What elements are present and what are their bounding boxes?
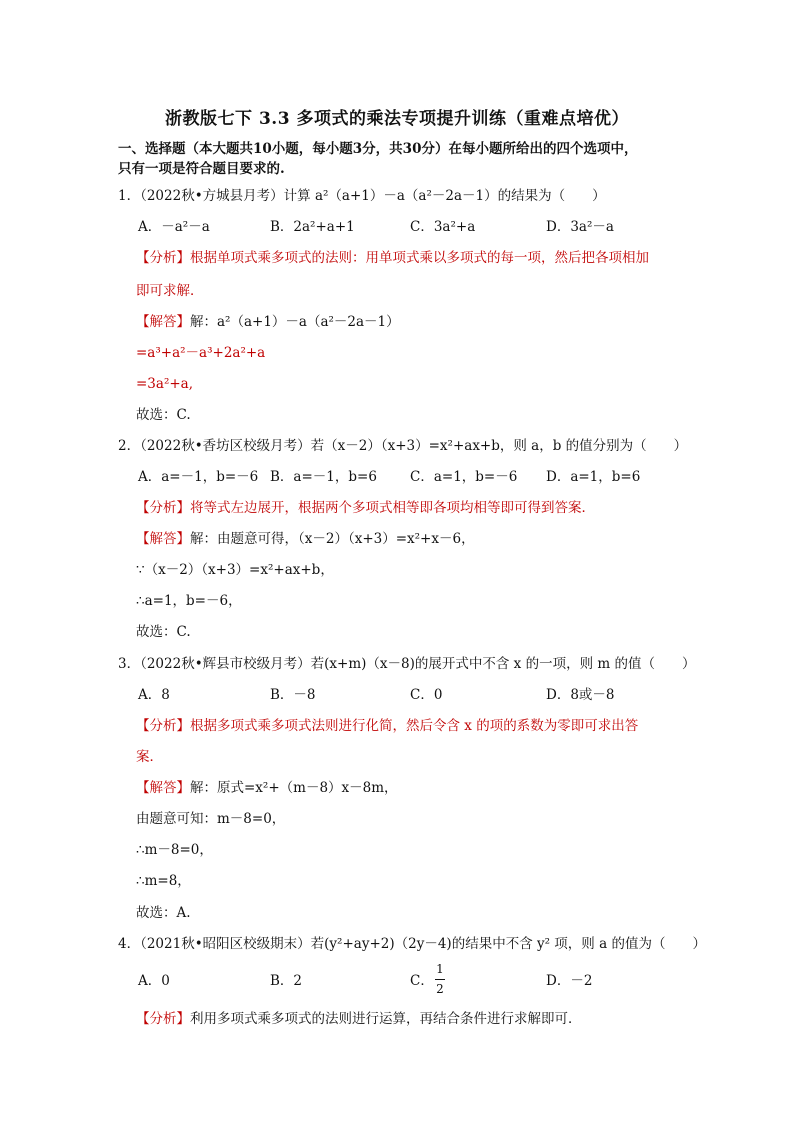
question-3-option-c: C．0 xyxy=(410,687,443,703)
question-1-solution-step-2: =a³+a²－a³+2a²+a xyxy=(136,345,266,361)
question-2-solution xyxy=(136,530,475,548)
question-3-analysis xyxy=(136,717,638,735)
question-4-option-b: B．2 xyxy=(270,973,303,989)
question-3-solution-step-3: ∴m－8=0， xyxy=(136,842,213,858)
question-1-analysis-cont: 即可求解． xyxy=(136,283,204,299)
question-1-answer: 故选：C. xyxy=(136,407,191,423)
question-3-answer: 故选：A. xyxy=(136,905,191,921)
question-2-answer: 故选：C. xyxy=(136,624,191,640)
question-2-option-d: D．a=1，b=6 xyxy=(546,469,641,485)
solution-tag: 【解答】 xyxy=(136,780,190,796)
question-2-solution-step-2: ∵（x－2）（x+3）=x²+ax+b， xyxy=(136,562,334,578)
analysis-tag: 【分析】 xyxy=(136,500,190,516)
question-1-option-b: B．2a²+a+1 xyxy=(270,219,355,235)
question-3-stem: 3．（2022秋•辉县市校级月考）若(x+m)（x－8)的展开式中不含 x 的一项，则 m 的值（ ） xyxy=(118,656,696,672)
fraction-denominator: 2 xyxy=(436,982,444,996)
solution-tag: 【解答】 xyxy=(136,531,190,547)
question-3-solution-step-2: 由题意可知：m－8=0， xyxy=(136,811,286,827)
question-3-option-a: A．8 xyxy=(138,687,170,703)
analysis-text: 根据单项式乘多项式的法则：用单项式乘以多项式的每一项，然后把各项相加 xyxy=(190,250,649,266)
question-1-solution xyxy=(136,313,400,331)
question-4-stem: 4．（2021秋•昭阳区校级期末）若(y²+ay+2)（2y－4)的结果中不含 y² 项，则 a 的值为（ ） xyxy=(118,936,706,952)
analysis-tag: 【分析】 xyxy=(136,250,190,266)
question-1-option-a: A．－a²－a xyxy=(138,219,210,235)
question-3-option-b: B．－8 xyxy=(270,687,316,703)
solution-text: 解：由题意可得，（x－2）（x+3）=x²+x－6， xyxy=(190,531,475,547)
question-2-option-b: B．a=－1，b=6 xyxy=(270,469,377,485)
question-3-solution xyxy=(136,779,398,797)
question-1-stem: 1．（2022秋•方城县月考）计算 a²（a+1）－a（a²－2a－1）的结果为（ ） xyxy=(118,188,606,204)
question-1-option-d: D．3a²－a xyxy=(546,219,614,235)
analysis-text: 将等式左边展开，根据两个多项式相等即各项均相等即可得到答案． xyxy=(190,500,595,516)
question-1-option-c: C．3a²+a xyxy=(410,219,476,235)
solution-text: 解：原式=x²+（m－8）x－8m， xyxy=(190,780,398,796)
section-heading-line-2: 只有一项是符合题目要求的. xyxy=(118,161,285,177)
document-title: 浙教版七下 3.3 多项式的乘法专项提升训练（重难点培优） xyxy=(165,109,629,129)
analysis-text: 根据多项式乘多项式法则进行化简，然后令含 x 的项的系数为零即可求出答 xyxy=(190,718,639,734)
question-2-solution-step-3: ∴a=1，b=－6， xyxy=(136,593,242,609)
question-2-option-c: C．a=1，b=－6 xyxy=(410,469,518,485)
analysis-text: 利用多项式乘多项式的法则进行运算，再结合条件进行求解即可． xyxy=(190,1011,582,1027)
question-2-stem: 2．（2022秋•香坊区校级月考）若（x－2）（x+3）=x²+ax+b，则 a，b 的值分别为（ ） xyxy=(118,438,688,454)
section-heading-line-1: 一、选择题（本大题共10小题，每小题3分，共30分）在每小题所给出的四个选项中， xyxy=(118,141,638,157)
analysis-tag: 【分析】 xyxy=(136,1011,190,1027)
question-4-analysis xyxy=(136,1010,582,1028)
solution-tag: 【解答】 xyxy=(136,314,190,330)
solution-text: 解：a²（a+1）－a（a²－2a－1） xyxy=(190,314,400,330)
question-1-analysis xyxy=(136,249,649,267)
question-3-solution-step-4: ∴m=8， xyxy=(136,873,191,889)
question-4-option-c: C． xyxy=(410,973,434,989)
question-2-option-a: A．a=－1，b=－6 xyxy=(138,469,259,485)
fraction-bar xyxy=(435,979,445,980)
question-4-option-d: D．－2 xyxy=(546,973,593,989)
analysis-tag: 【分析】 xyxy=(136,718,190,734)
fraction-numerator: 1 xyxy=(436,962,444,976)
question-1-solution-step-3: =3a²+a, xyxy=(136,376,194,392)
question-3-analysis-cont: 案． xyxy=(136,749,163,765)
question-4-option-a: A．0 xyxy=(138,973,170,989)
question-3-option-d: D．8或－8 xyxy=(546,687,615,703)
question-2-analysis xyxy=(136,499,595,517)
